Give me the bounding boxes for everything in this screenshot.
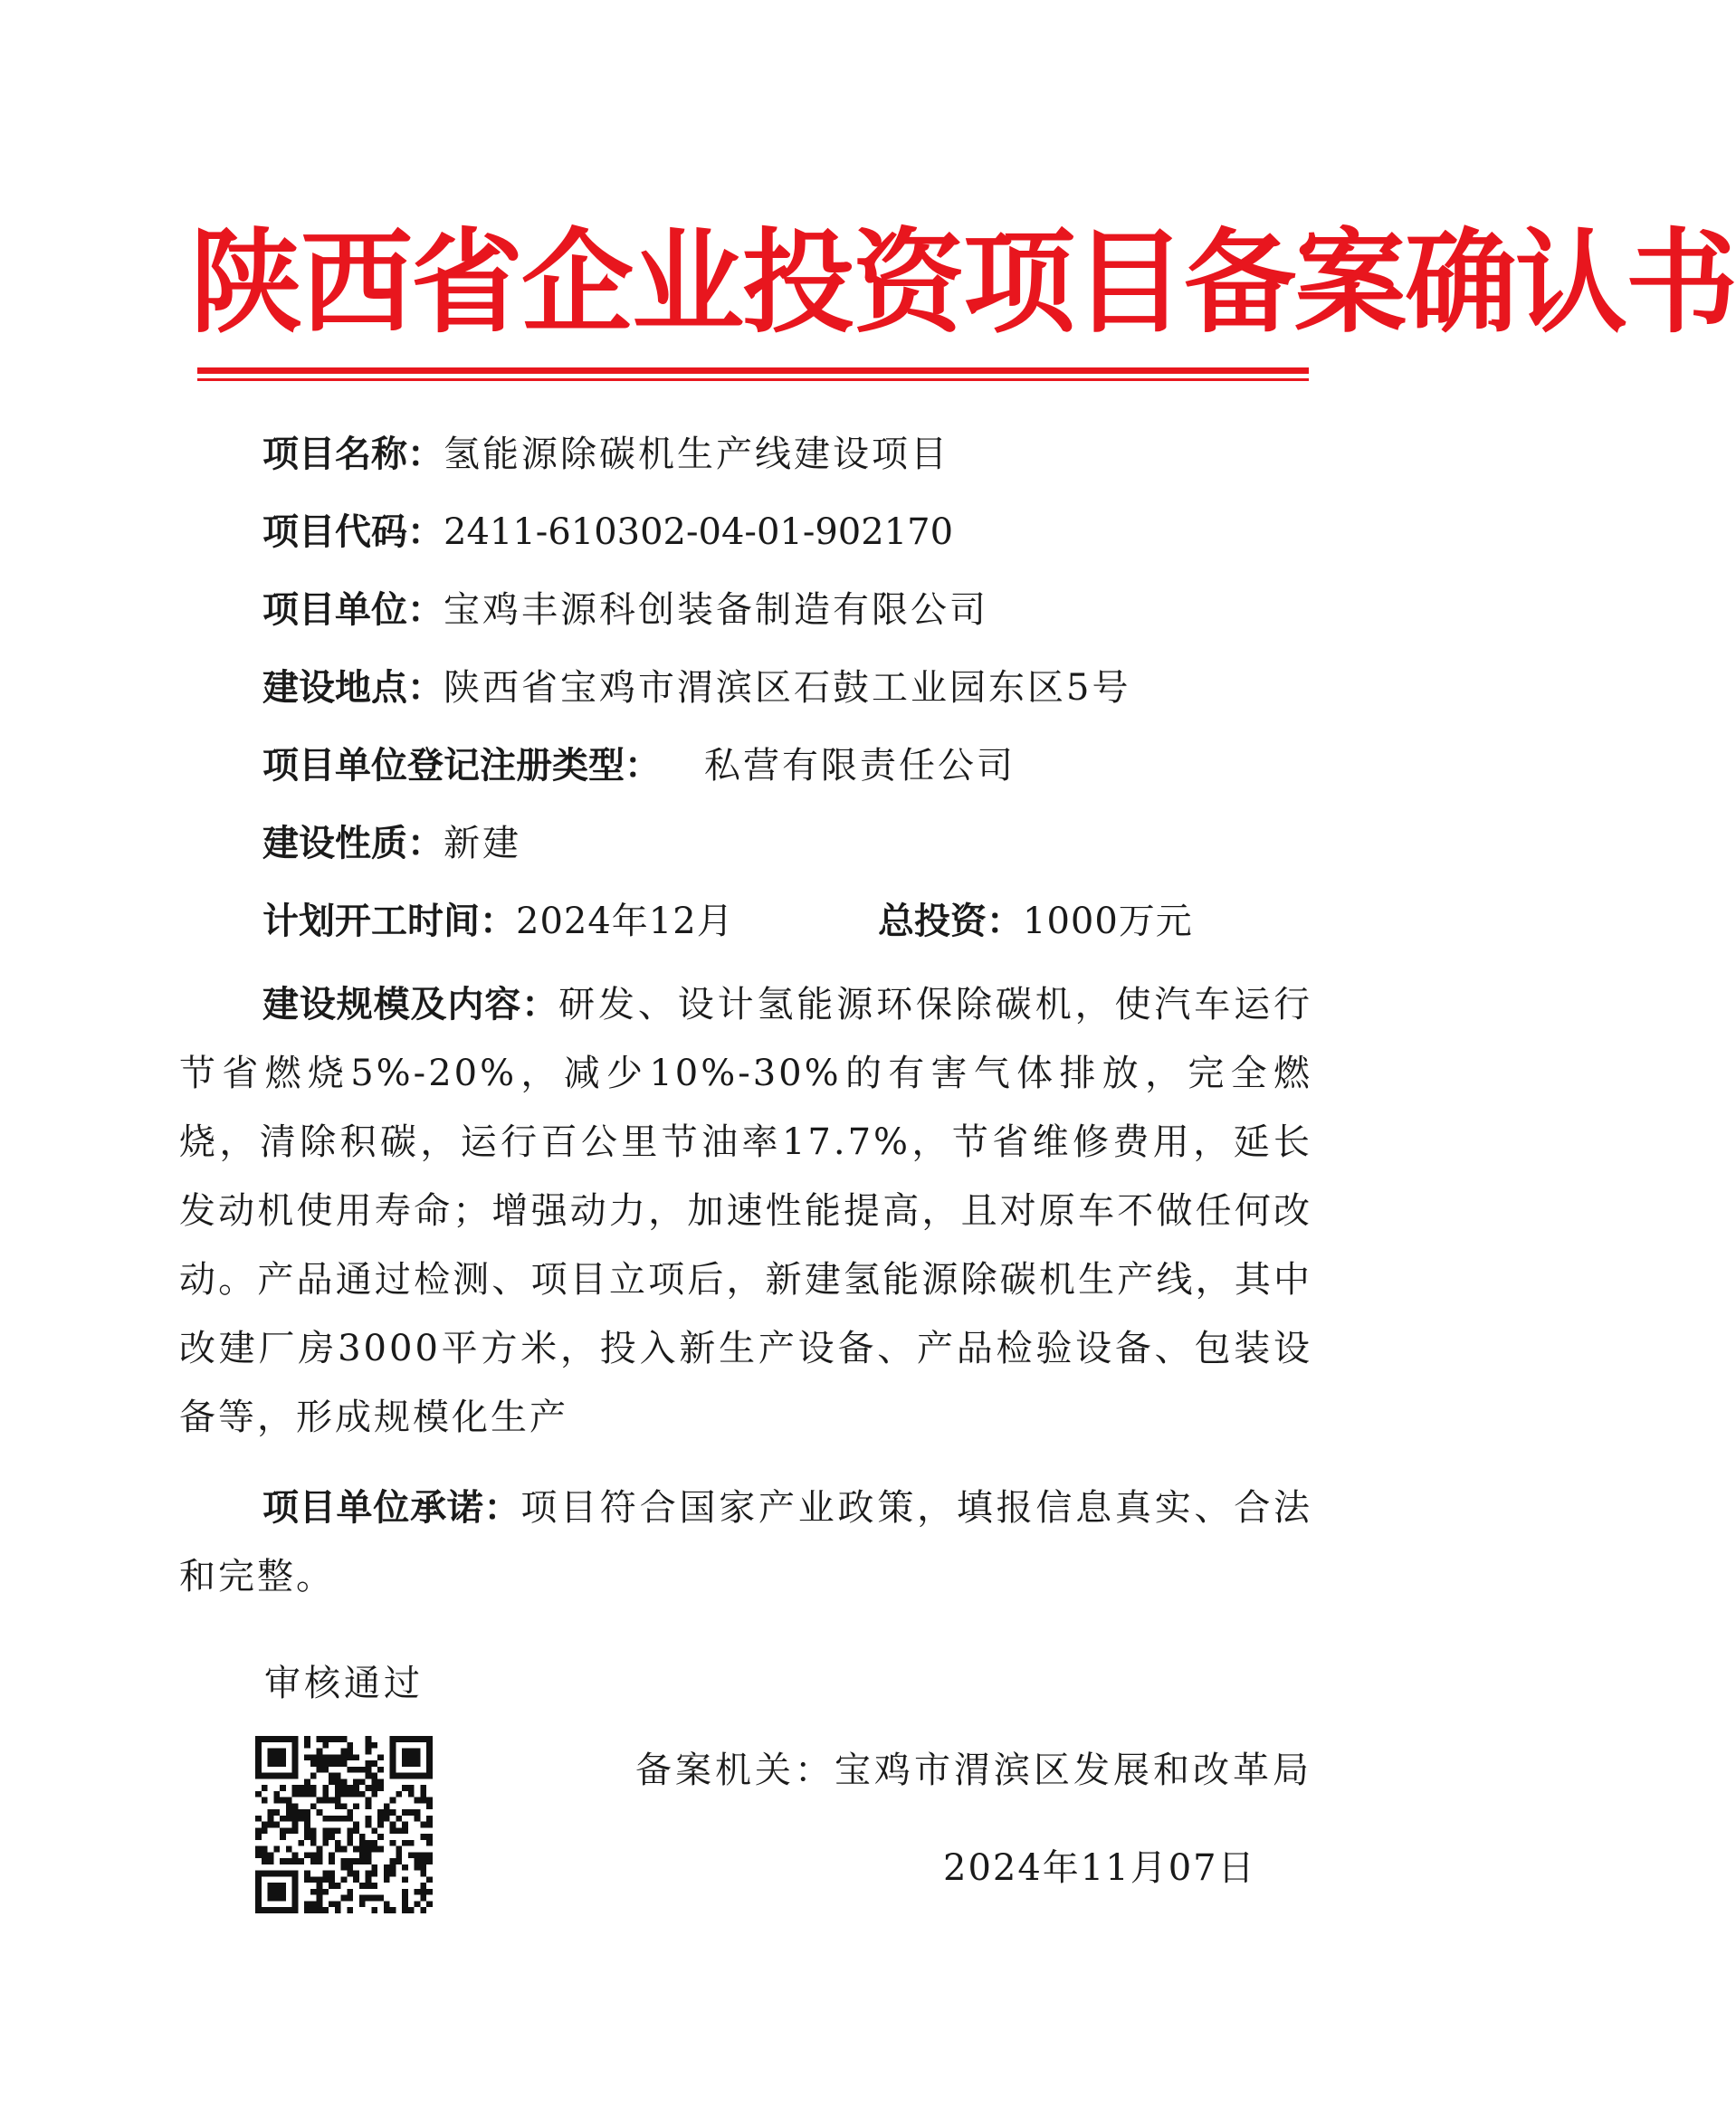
qr-code-icon bbox=[255, 1736, 433, 1913]
field-value: 2411-610302-04-01-902170 bbox=[444, 511, 954, 553]
field-value: 2024年12月 bbox=[516, 901, 734, 942]
unit-commitment bbox=[179, 1473, 1312, 1611]
field-value: 私营有限责任公司 bbox=[704, 745, 1016, 787]
field-label: 总投资： bbox=[878, 901, 1023, 942]
field-value: 新建 bbox=[444, 823, 521, 864]
field-label: 建设地点： bbox=[262, 667, 444, 709]
field-total-investment bbox=[878, 896, 1193, 947]
title-rule-thick bbox=[197, 367, 1309, 374]
field-label: 项目代码： bbox=[262, 511, 444, 553]
document-title: 陕西省企业投资项目备案确认书 bbox=[190, 218, 1736, 348]
field-project-code bbox=[262, 507, 953, 558]
field-nature bbox=[262, 818, 521, 869]
scope-label: 建设规模及内容： bbox=[262, 984, 559, 1025]
filing-date: 2024年11月07日 bbox=[943, 1847, 1256, 1889]
field-value: 氢能源除碳机生产线建设项目 bbox=[444, 434, 949, 475]
field-registration-type bbox=[262, 740, 1016, 791]
field-project-name bbox=[262, 429, 949, 480]
field-value: 宝鸡丰源科创装备制造有限公司 bbox=[444, 589, 988, 631]
field-value: 陕西省宝鸡市渭滨区石鼓工业园东区5号 bbox=[444, 667, 1131, 709]
field-project-unit bbox=[262, 585, 988, 635]
field-label: 项目单位登记注册类型： bbox=[262, 745, 661, 787]
construction-scope bbox=[179, 970, 1312, 1452]
field-label: 计划开工时间： bbox=[262, 901, 516, 942]
field-label: 建设性质： bbox=[262, 823, 444, 864]
field-label: 项目名称： bbox=[262, 434, 444, 475]
title-rule-thin bbox=[197, 378, 1309, 381]
filing-authority: 备案机关：宝鸡市渭滨区发展和改革局 bbox=[635, 1750, 1312, 1791]
review-status: 审核通过 bbox=[264, 1663, 424, 1704]
field-label: 项目单位： bbox=[262, 589, 444, 631]
field-value: 1000万元 bbox=[1023, 901, 1193, 942]
field-start-time bbox=[262, 896, 734, 947]
commitment-text: 项目符合国家产业政策，填报信息真实、合法和完整。 bbox=[179, 1487, 1313, 1597]
scope-text: 研发、设计氢能源环保除碳机，使汽车运行节省燃烧5%-20%，减少10%-30%的有害气体排放，完全燃烧，清除积碳，运行百公里节油率17.7%，节省维修费用，延长发动机使用寿命；增强动力，加速性能提高，且对原车不做任何改动。产品通过检测、项目立项后，新建氢能源除碳机生产线，其中改建厂房3000平方米，投入新生产设备、产品检验设备、包装设备等，形成规模化生产 bbox=[179, 984, 1313, 1438]
commitment-label: 项目单位承诺： bbox=[262, 1487, 521, 1529]
field-location bbox=[262, 663, 1130, 713]
